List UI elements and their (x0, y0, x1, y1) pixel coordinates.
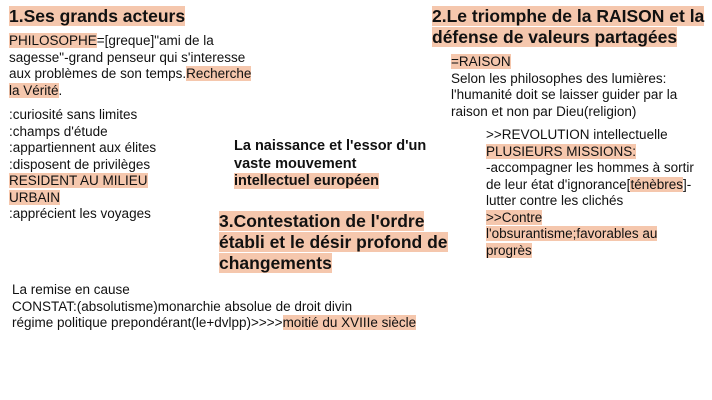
philosophe-highlight: Recherche la Vérité (9, 66, 252, 98)
philosophe-end: . (58, 82, 63, 98)
section2-missions-block (486, 127, 698, 259)
center-title (234, 138, 474, 191)
section3-title-line3: changements (219, 253, 332, 273)
trait-resident-wrap (9, 173, 169, 206)
section2-raison-block (451, 54, 712, 120)
section1-title: 1.Ses grands acteurs (9, 6, 186, 26)
trait-elites: :appartiennent aux élites (9, 140, 157, 155)
trait-voyages: :apprécient les voyages (9, 206, 151, 221)
accompagner-text: -accompagner les hommes à sortir de leur état d'ignorance[ (486, 160, 694, 192)
raison-text: Selon les philosophes des lumières: l'humanité doit se laisser guider par la raison et non par Dieu(religion) (451, 70, 678, 119)
section3-title-line1: 3.Contestation de l'ordre (219, 211, 425, 231)
regime-text: régime politique prepondérant(le+dvlpp)>>>> (12, 315, 283, 330)
trait-resident: RESIDENT AU MILIEU URBAIN (9, 173, 148, 205)
section2-title-line2: défense de valeurs partagées (432, 27, 678, 47)
trait-privileges: :disposent de privilèges (9, 156, 151, 172)
constat-text: CONSTAT:(absolutisme)monarchie absolue de droit divin (12, 298, 353, 314)
philosophe-definition-text: =[greque]"ami de la sagesse"-grand penseur qui s'interesse aux problèmes de son temps. (9, 33, 246, 81)
lutter-text: ]-lutter contre les clichés (486, 176, 692, 208)
tenebres-highlight: ténèbres (630, 176, 683, 192)
section2-title-line1: 2.Le triomphe de la RAISON et la (432, 6, 705, 26)
center-line1: La naissance et l'essor d'un (234, 138, 427, 154)
philosophe-traits (9, 107, 209, 223)
revolution-text: >>REVOLUTION intellectuelle (486, 127, 668, 142)
missions-text (486, 160, 698, 210)
regime-line (12, 315, 532, 332)
siecle-highlight: moitié du XVIIIe siècle (282, 315, 417, 330)
trait-champs: :champs d'étude (9, 123, 108, 139)
center-line3: intellectuel européen (234, 173, 380, 189)
raison-label: =RAISON (451, 54, 511, 69)
missions-label: PLUSIEURS MISSIONS: (486, 143, 637, 159)
section1-title-block (9, 6, 185, 27)
section3-title (219, 211, 469, 274)
bottom-block (12, 282, 532, 332)
contre-obscurantisme: >>Contre l'obsurantisme;favorables au progrès (486, 209, 658, 258)
section2-title (432, 6, 712, 48)
section3-title-line2: établi et le désir profond de (219, 232, 448, 252)
philosophe-term: PHILOSOPHE (9, 33, 97, 48)
philosophe-definition (9, 33, 254, 99)
trait-curiosite: :curiosité sans limites (9, 107, 138, 122)
center-line2: vaste mouvement (234, 155, 357, 172)
remise-text: La remise en cause (12, 282, 130, 297)
